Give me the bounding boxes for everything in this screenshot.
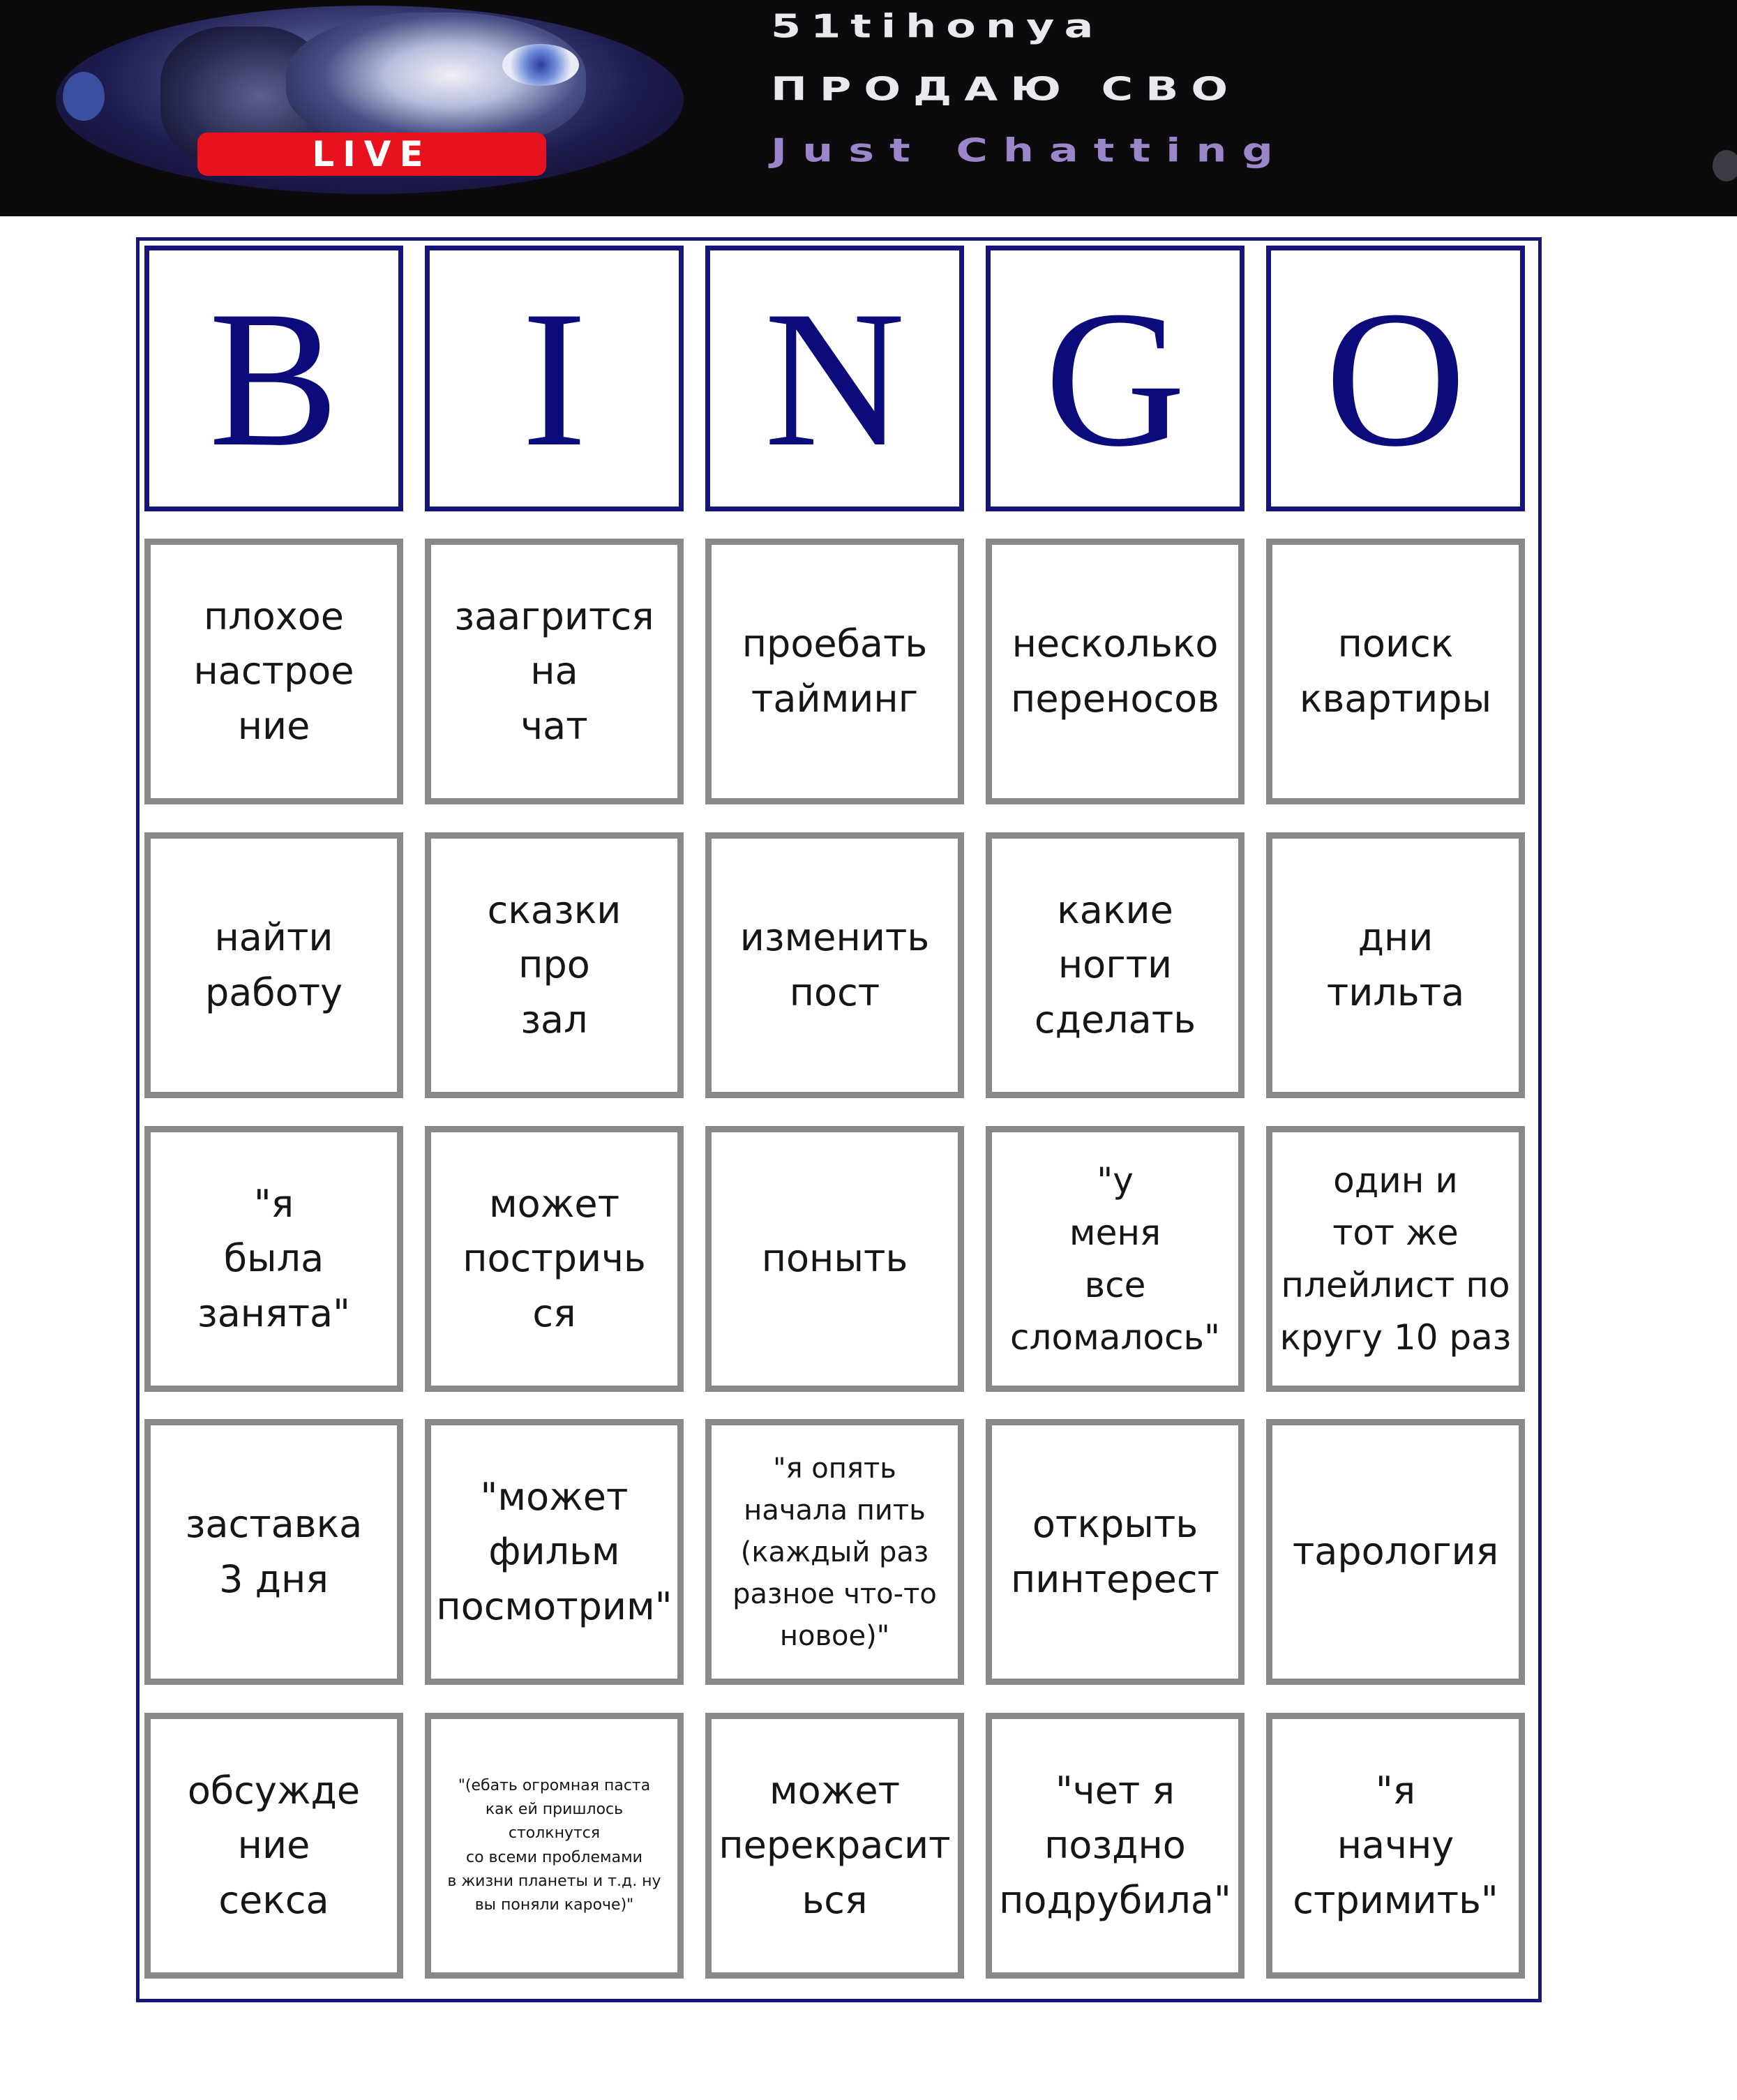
overflow-dot-icon (1713, 150, 1737, 181)
bingo-letter-g: G (986, 246, 1245, 511)
bingo-cell[interactable]: "я начну стримить" (1266, 1713, 1525, 1979)
bingo-cell[interactable]: "у меня все сломалось" (986, 1126, 1245, 1392)
bingo-cell[interactable]: несколько переносов (986, 539, 1245, 804)
stream-category[interactable]: Just Chatting (771, 131, 1288, 170)
bingo-cell[interactable]: открыть пинтерест (986, 1419, 1245, 1685)
bingo-cell[interactable]: изменить пост (705, 832, 964, 1098)
bingo-cell[interactable]: сказки про зал (425, 832, 684, 1098)
bingo-letter-b: B (144, 246, 403, 511)
stream-preview-banner[interactable] (0, 0, 1737, 216)
bingo-cell[interactable]: "я была занята" (144, 1126, 403, 1392)
live-badge: LIVE (197, 133, 546, 176)
bingo-cell[interactable]: тарология (1266, 1419, 1525, 1685)
stream-title: ПРОДАЮ СВО (771, 70, 1241, 108)
bingo-cell[interactable]: может перекрасит ься (705, 1713, 964, 1979)
bingo-cell-center[interactable]: поныть (705, 1126, 964, 1392)
bingo-cell[interactable]: поиск квартиры (1266, 539, 1525, 804)
bingo-cell[interactable]: "(ебать огромная паста как ей пришлось столкнутся со всеми проблемами в жизни планеты и т.д. ну вы поняли кароче)" (425, 1713, 684, 1979)
bingo-letter-n: N (705, 246, 964, 511)
bingo-cell[interactable]: проебать тайминг (705, 539, 964, 804)
bingo-cell[interactable]: какие ногти сделать (986, 832, 1245, 1098)
thumbnail-blur-blob (63, 72, 105, 121)
bingo-cell[interactable]: "чет я поздно подрубила" (986, 1713, 1245, 1979)
channel-name[interactable]: 51tihonya (771, 7, 1104, 45)
thumbnail-eye (502, 44, 579, 86)
bingo-letter-i: I (425, 246, 684, 511)
bingo-cell[interactable]: заагрится на чат (425, 539, 684, 804)
bingo-cell[interactable]: плохое настрое ние (144, 539, 403, 804)
bingo-cell[interactable]: дни тильта (1266, 832, 1525, 1098)
bingo-cell[interactable]: один и тот же плейлист по кругу 10 раз (1266, 1126, 1525, 1392)
bingo-cell[interactable]: "я опять начала пить (каждый раз разное что-то новое)" (705, 1419, 964, 1685)
bingo-cell[interactable]: "может фильм посмотрим" (425, 1419, 684, 1685)
bingo-cell[interactable]: заставка 3 дня (144, 1419, 403, 1685)
bingo-cell[interactable]: найти работу (144, 832, 403, 1098)
bingo-cell[interactable]: обсужде ние секса (144, 1713, 403, 1979)
bingo-cell[interactable]: может постричь ся (425, 1126, 684, 1392)
bingo-letter-o: O (1266, 246, 1525, 511)
